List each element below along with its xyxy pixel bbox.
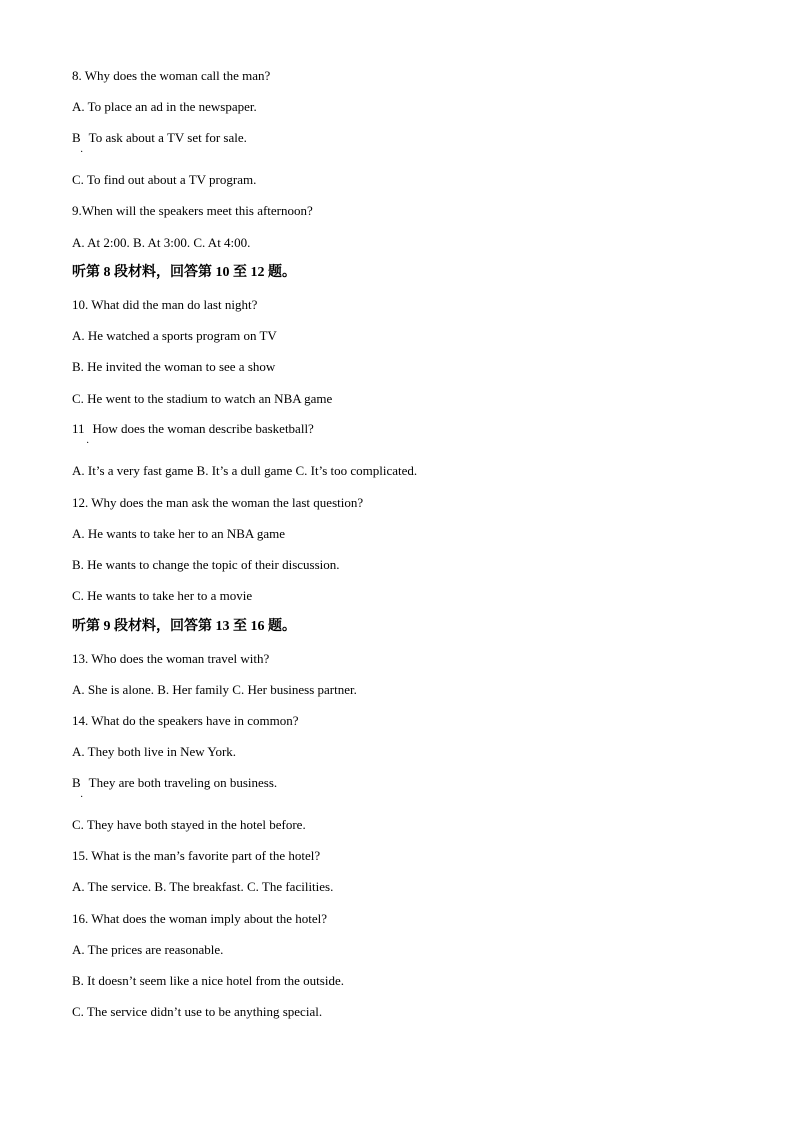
line-text: C. They have both stayed in the hotel before. (72, 817, 306, 832)
line-text: 10. What did the man do last night? (72, 297, 258, 312)
line-text: A. To place an ad in the newspaper. (72, 99, 257, 114)
line-text: To ask about a TV set for sale. (88, 130, 247, 145)
line-text: How does the woman describe basketball? (92, 421, 314, 436)
option-14b (72, 775, 277, 791)
heading-text: 听第 8 段材料，回答第 10 至 12 题。 (72, 265, 296, 280)
option-10c (72, 391, 332, 407)
options-9 (72, 235, 250, 251)
question-10 (72, 297, 257, 313)
dot-mark: · (80, 792, 84, 803)
line-text: B. It doesn’t seem like a nice hotel from the outside. (72, 973, 344, 988)
option-8c (72, 172, 256, 188)
dot-mark: · (86, 438, 90, 449)
line-text: A. At 2:00. B. At 3:00. C. At 4:00. (72, 235, 251, 250)
line-text: A. It’s a very fast game B. It’s a dull game C. It’s too complicated. (72, 463, 418, 478)
option-8b (72, 130, 247, 146)
option-12b (72, 557, 340, 573)
line-text: C. He went to the stadium to watch an NBA game (72, 391, 333, 406)
question-12 (72, 495, 363, 511)
line-text: 12. Why does the man ask the woman the last question? (72, 495, 364, 510)
option-10a (72, 328, 277, 344)
line-text: B. He invited the woman to see a show (72, 359, 276, 374)
question-number: 11 (72, 421, 85, 436)
line-text: 15. What is the man’s favorite part of the hotel? (72, 848, 321, 863)
option-8a (72, 99, 257, 115)
line-text: A. She is alone. B. Her family C. Her business partner. (72, 682, 357, 697)
option-10b (72, 359, 275, 375)
section-heading-8 (72, 265, 296, 281)
line-text: C. The service didn’t use to be anything special. (72, 1004, 323, 1019)
question-11 (72, 421, 314, 437)
option-16a (72, 942, 223, 958)
line-text: A. The prices are reasonable. (72, 942, 224, 957)
option-12a (72, 526, 285, 542)
line-text: C. He wants to take her to a movie (72, 588, 253, 603)
line-text: C. To find out about a TV program. (72, 172, 257, 187)
question-9 (72, 203, 313, 219)
options-15 (72, 879, 333, 895)
line-text: They are both traveling on business. (88, 775, 278, 790)
line-text: A. The service. B. The breakfast. C. The facilities. (72, 879, 334, 894)
options-11 (72, 463, 417, 479)
option-14a (72, 744, 236, 760)
option-letter: B (72, 130, 81, 145)
line-text: 8. Why does the woman call the man? (72, 68, 271, 83)
section-heading-9 (72, 619, 296, 635)
heading-text: 听第 9 段材料，回答第 13 至 16 题。 (72, 619, 296, 634)
option-16b (72, 973, 344, 989)
question-14 (72, 713, 298, 729)
option-12c (72, 588, 252, 604)
question-15 (72, 848, 320, 864)
option-letter: B (72, 775, 81, 790)
options-13 (72, 682, 357, 698)
line-text: 13. Who does the woman travel with? (72, 651, 270, 666)
question-13 (72, 651, 269, 667)
line-text: 9.When will the speakers meet this afternoon? (72, 203, 313, 218)
line-text: B. He wants to change the topic of their discussion. (72, 557, 340, 572)
line-text: 14. What do the speakers have in common? (72, 713, 299, 728)
line-text: A. They both live in New York. (72, 744, 237, 759)
option-14c (72, 817, 306, 833)
dot-mark: · (80, 147, 84, 158)
line-text: 16. What does the woman imply about the hotel? (72, 911, 328, 926)
option-16c (72, 1004, 322, 1020)
line-text: A. He wants to take her to an NBA game (72, 526, 286, 541)
question-8 (72, 68, 270, 84)
line-text: A. He watched a sports program on TV (72, 328, 277, 343)
question-16 (72, 911, 327, 927)
